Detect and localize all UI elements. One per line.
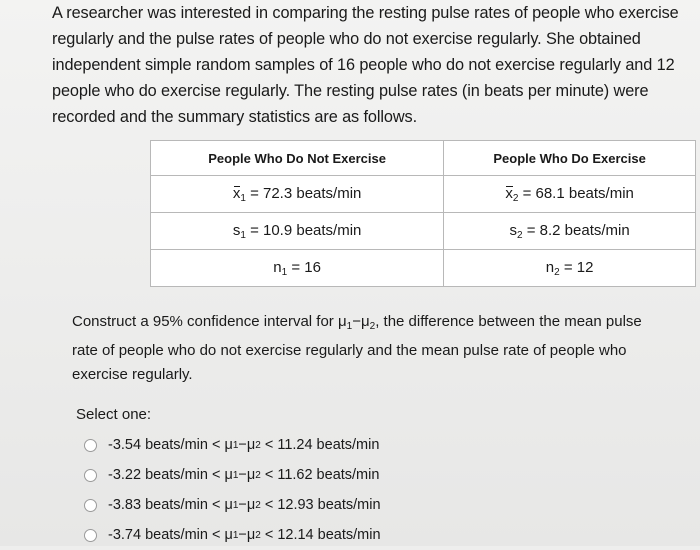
table-row-mean xyxy=(151,176,696,213)
problem-statement xyxy=(52,0,692,130)
table-row-n xyxy=(151,250,696,287)
intro-line: recorded and the summary statistics are as follows. xyxy=(52,108,417,126)
table-row-sd xyxy=(151,213,696,250)
select-one-label: Select one: xyxy=(76,406,152,423)
sd-exercise: $s_2 = 8.2$ beats/min xyxy=(444,213,696,250)
xbar-symbol: x xyxy=(232,184,241,202)
mean-exercise: $x_2 = 68.1$ beats/min xyxy=(444,176,696,213)
radio-button[interactable] xyxy=(84,529,97,542)
mean-no-exercise: $x_1 = 72.3$ beats/min xyxy=(151,176,444,213)
radio-button[interactable] xyxy=(84,499,97,512)
question-prompt xyxy=(72,310,687,387)
question-line: rate of people who do not exercise regularly and the mean pulse rate of people who xyxy=(72,342,627,359)
intro-line: regularly and the pulse rates of people who do not exercise regularly. She obtained xyxy=(52,30,641,48)
question-line: exercise regularly. xyxy=(72,366,193,383)
radio-button[interactable] xyxy=(84,439,97,452)
intro-line: independent simple random samples of 16 people who do not exercise regularly and 12 xyxy=(52,56,675,74)
answer-options xyxy=(84,430,381,550)
header-no-exercise: People Who Do Not Exercise xyxy=(151,141,444,176)
n-no-exercise: $n_1 = 16$ xyxy=(151,250,444,287)
radio-button[interactable] xyxy=(84,469,97,482)
n-exercise: $n_2 = 12$ xyxy=(444,250,696,287)
table-header-row xyxy=(151,141,696,176)
xbar-symbol: x xyxy=(505,184,513,202)
summary-statistics-table xyxy=(150,140,696,287)
header-exercise: People Who Do Exercise xyxy=(444,141,696,176)
sd-no-exercise: $s_1 = 10.9$ beats/min xyxy=(151,213,444,250)
intro-line: A researcher was interested in comparing the resting pulse rates of people who exercise xyxy=(52,4,679,22)
answer-option-d[interactable]: -3.74 beats/min < μ 1 − μ 2 < 12.14 beats/min xyxy=(84,520,381,550)
intro-line: people who do exercise regularly. The resting pulse rates (in beats per minute) were xyxy=(52,82,649,100)
answer-option-a[interactable]: -3.54 beats/min < μ 1 − μ 2 < 11.24 beats/min xyxy=(84,430,381,460)
answer-option-c[interactable]: -3.83 beats/min < μ 1 − μ 2 < 12.93 beats/min xyxy=(84,490,381,520)
question-line: Construct a 95% confidence interval for $\mu_1-\mu_2$, the difference between the mean pulse xyxy=(72,313,642,332)
answer-option-b[interactable]: -3.22 beats/min < μ 1 − μ 2 < 11.62 beats/min xyxy=(84,460,381,490)
